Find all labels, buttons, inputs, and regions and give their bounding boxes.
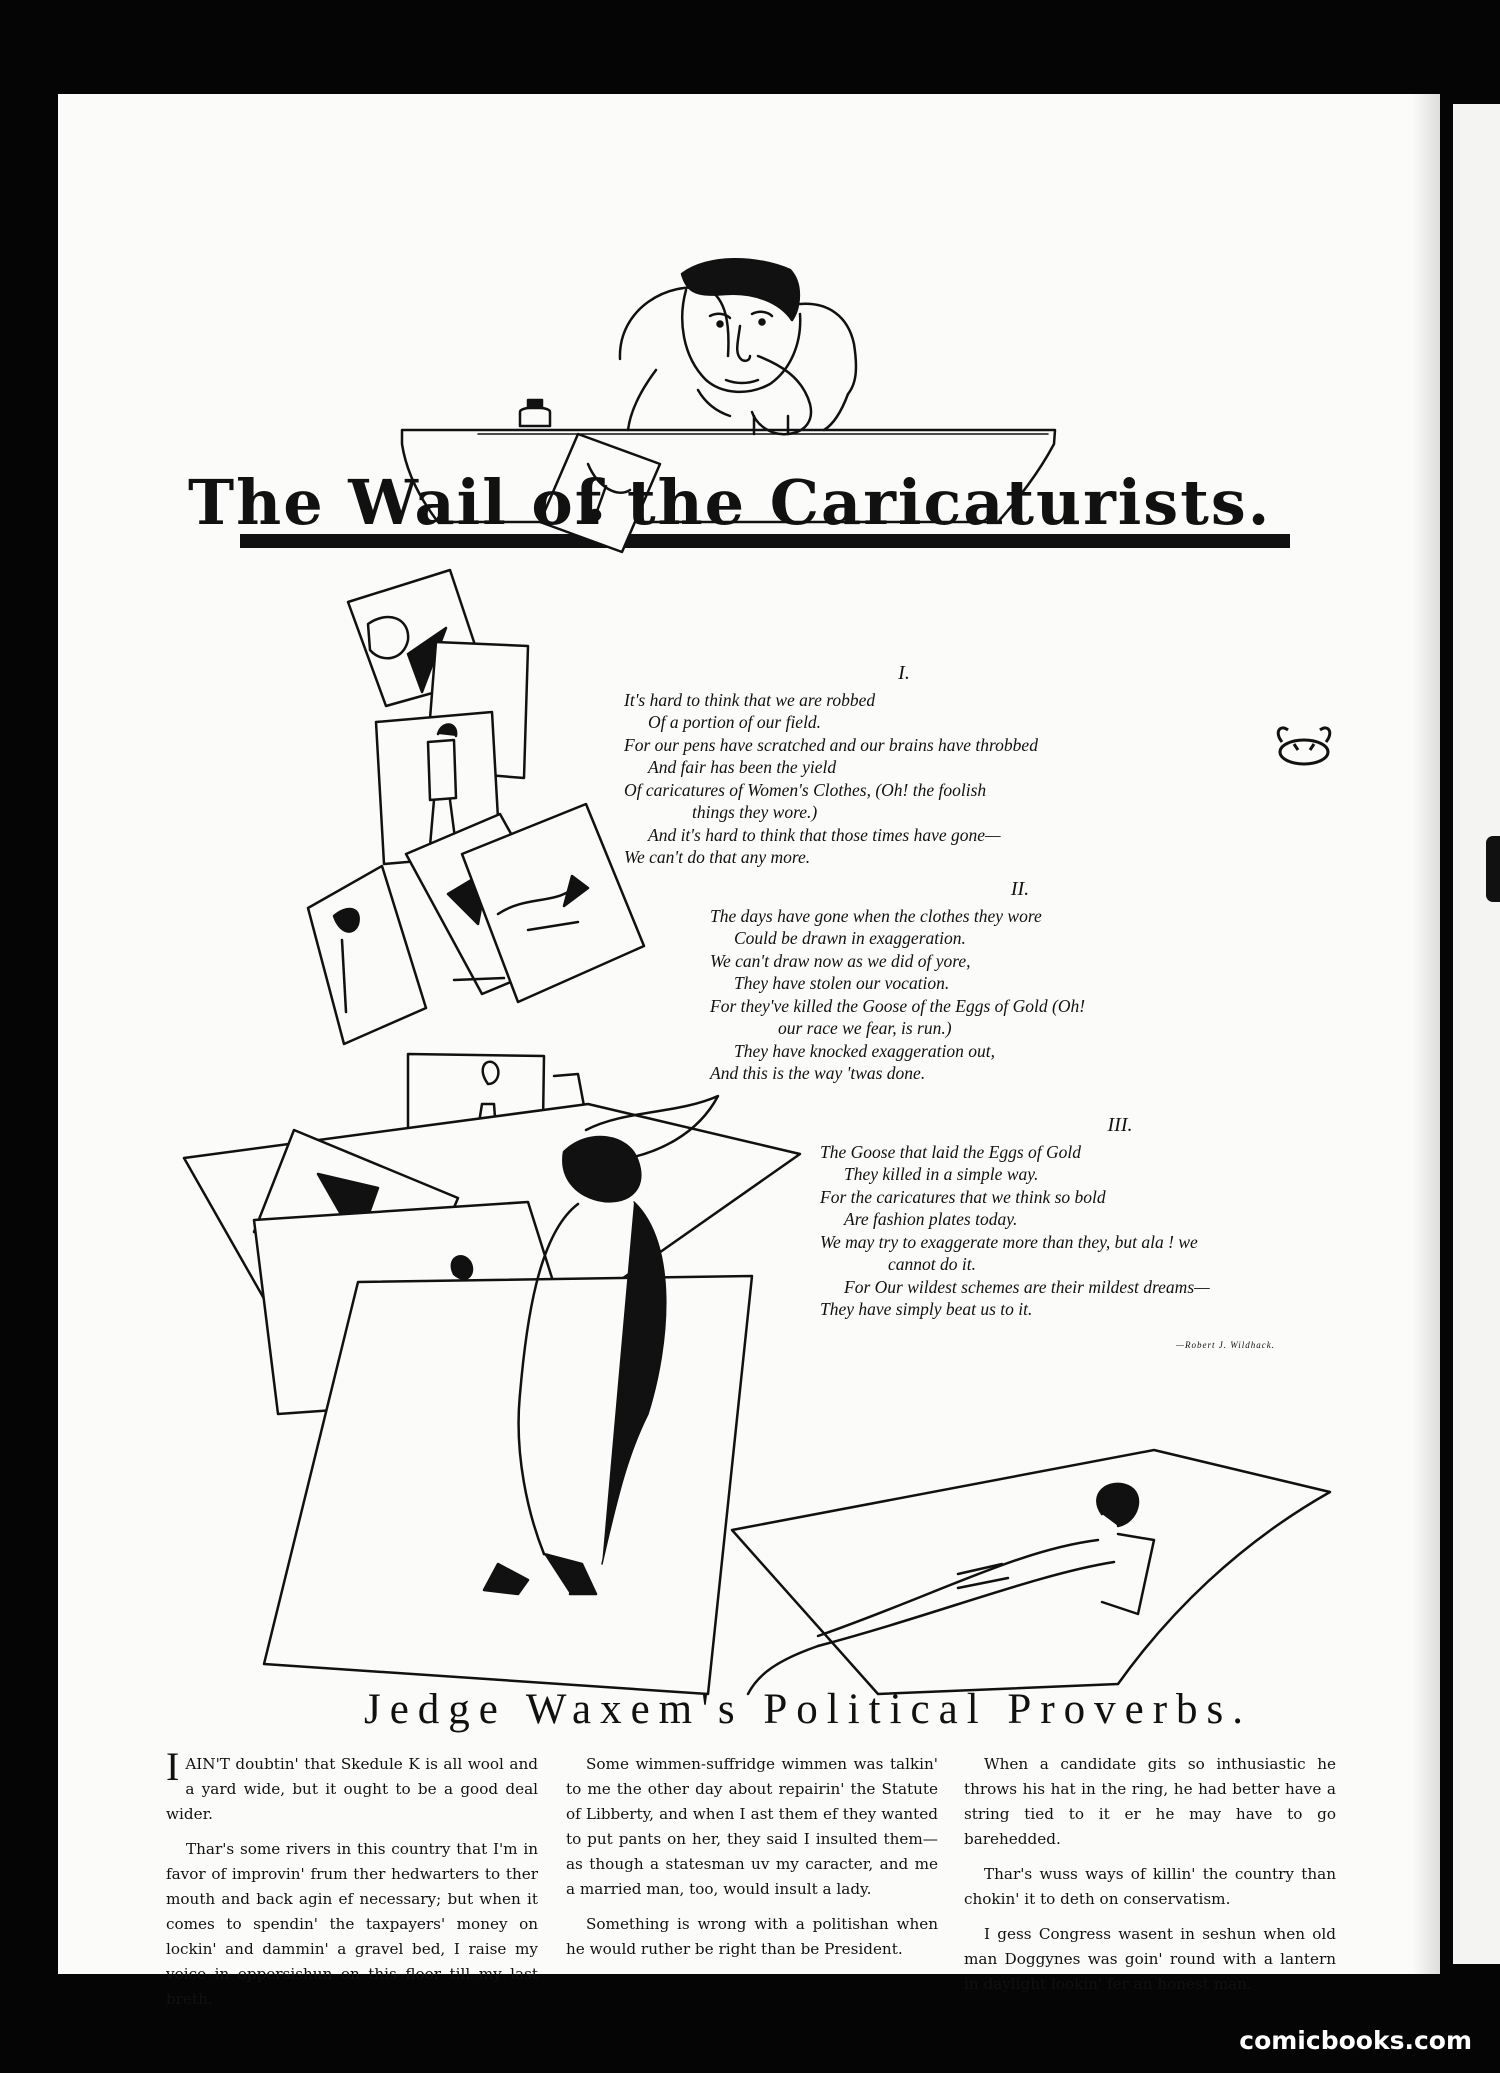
poem-line: things they wore.) [692,802,818,822]
poem-stanza-3 [820,1114,1420,1321]
poem-line: They have knocked exaggeration out, [734,1040,995,1061]
poem-line: The Goose that laid the Eggs of Gold [820,1141,1082,1162]
poem-line: our race we fear, is run.) [778,1018,952,1038]
page-title: The Wail of the Caricaturists. [188,466,1272,539]
poem-line: They killed in a simple way. [844,1164,1039,1184]
watermark: comicbooks.com [1239,2026,1472,2055]
poem-line: Of a portion of our field. [648,712,822,732]
poem-line: We can't do that any more. [624,847,811,867]
poem-stanza-1 [624,662,1184,869]
next-page-edge [1453,104,1500,1964]
poem-line: Of caricatures of Women's Clothes, (Oh! the foolish [624,779,987,800]
stanza-number: III. [1107,1114,1133,1136]
proverbs-title: Jedge Waxem's Political Proverbs. [363,1686,1253,1733]
poem-line: Could be drawn in exaggeration. [734,928,966,948]
cartoonist-figure [620,259,856,434]
next-page-ink-blot [1486,836,1500,902]
proverb-paragraph: I gess Congress wasent in seshun when old man Doggynes was goin' round with a lantern in daylight lookin' fer an honest man. [964,1925,1336,1993]
proverbs-column-3 [964,1752,1336,2007]
proverbs-column-1 [166,1744,538,2022]
magazine-page [58,94,1440,2008]
falling-drawing-5 [308,866,426,1044]
poem-line: They have simply beat us to it. [820,1299,1033,1319]
page-gutter-shadow [1412,94,1440,1974]
crab-ornament-icon [1268,722,1340,770]
poem-line: For Our wildest schemes are their mildest dreams— [844,1276,1210,1297]
poem-stanza-2 [710,878,1330,1085]
poem-line: And this is the way 'twas done. [710,1063,926,1083]
drop-cap: I [166,1744,180,1789]
proverb-paragraph: Thar's some rivers in this country that I'm in favor of improvin' frum ther hedwarters to ther mouth and back agin ef necessary; but when it comes to spendin' the taxpayers' money on lockin' and dammin' a gravel bed, I raise my voice in oppersishun on this floor till my last breth. [166,1840,538,2008]
proverb-paragraph: When a candidate gits so inthusiastic he throws his hat in the ring, he had better have a string tied to it er he may have to go barehedded. [964,1755,1336,1848]
proverbs-column-2 [566,1752,938,1972]
proverb-paragraph: Some wimmen-suffridge wimmen was talkin' to me the other day about repairin' the Statute of Libberty, and when I ast them ef they wanted to put pants on her, they said I insulted them—as though a statesman uv my caracter, and me a married man, too, would insult a lady. [566,1755,938,1898]
poem-line: For the caricatures that we think so bold [820,1186,1106,1207]
poem-line: Are fashion plates today. [844,1209,1018,1229]
poem-line: It's hard to think that we are robbed [624,689,876,710]
poem-line: We may try to exaggerate more than they, but ala ! we [820,1231,1198,1252]
reclining-sheet [732,1450,1330,1694]
proverb-paragraph [166,1744,538,1827]
poem-line: And it's hard to think that those times have gone— [648,824,1001,845]
poem-line: For they've killed the Goose of the Eggs of Gold (Oh! [710,995,1086,1016]
proverb-text: AIN'T doubtin' that Skedule K is all wool and a yard wide, but it ought to be a good deal wider. [166,1755,538,1823]
stanza-number: II. [1010,878,1030,900]
poem-line: cannot do it. [888,1254,976,1274]
poem-line: For our pens have scratched and our brains have throbbed [624,734,1038,755]
poem-byline: —Robert J. Wildhack. [1176,1340,1275,1350]
proverb-paragraph: Something is wrong with a politishan when he would ruther be right than be President. [566,1915,938,1958]
proverb-paragraph: Thar's wuss ways of killin' the country than chokin' it to deth on conservatism. [964,1865,1336,1908]
poem-line: We can't draw now as we did of yore, [710,950,971,971]
poem-line: The days have gone when the clothes they wore [710,905,1042,926]
ink-pot [520,408,550,427]
poem-line: They have stolen our vocation. [734,973,950,993]
stanza-number: I. [898,662,910,684]
poem-line: And fair has been the yield [648,757,837,777]
